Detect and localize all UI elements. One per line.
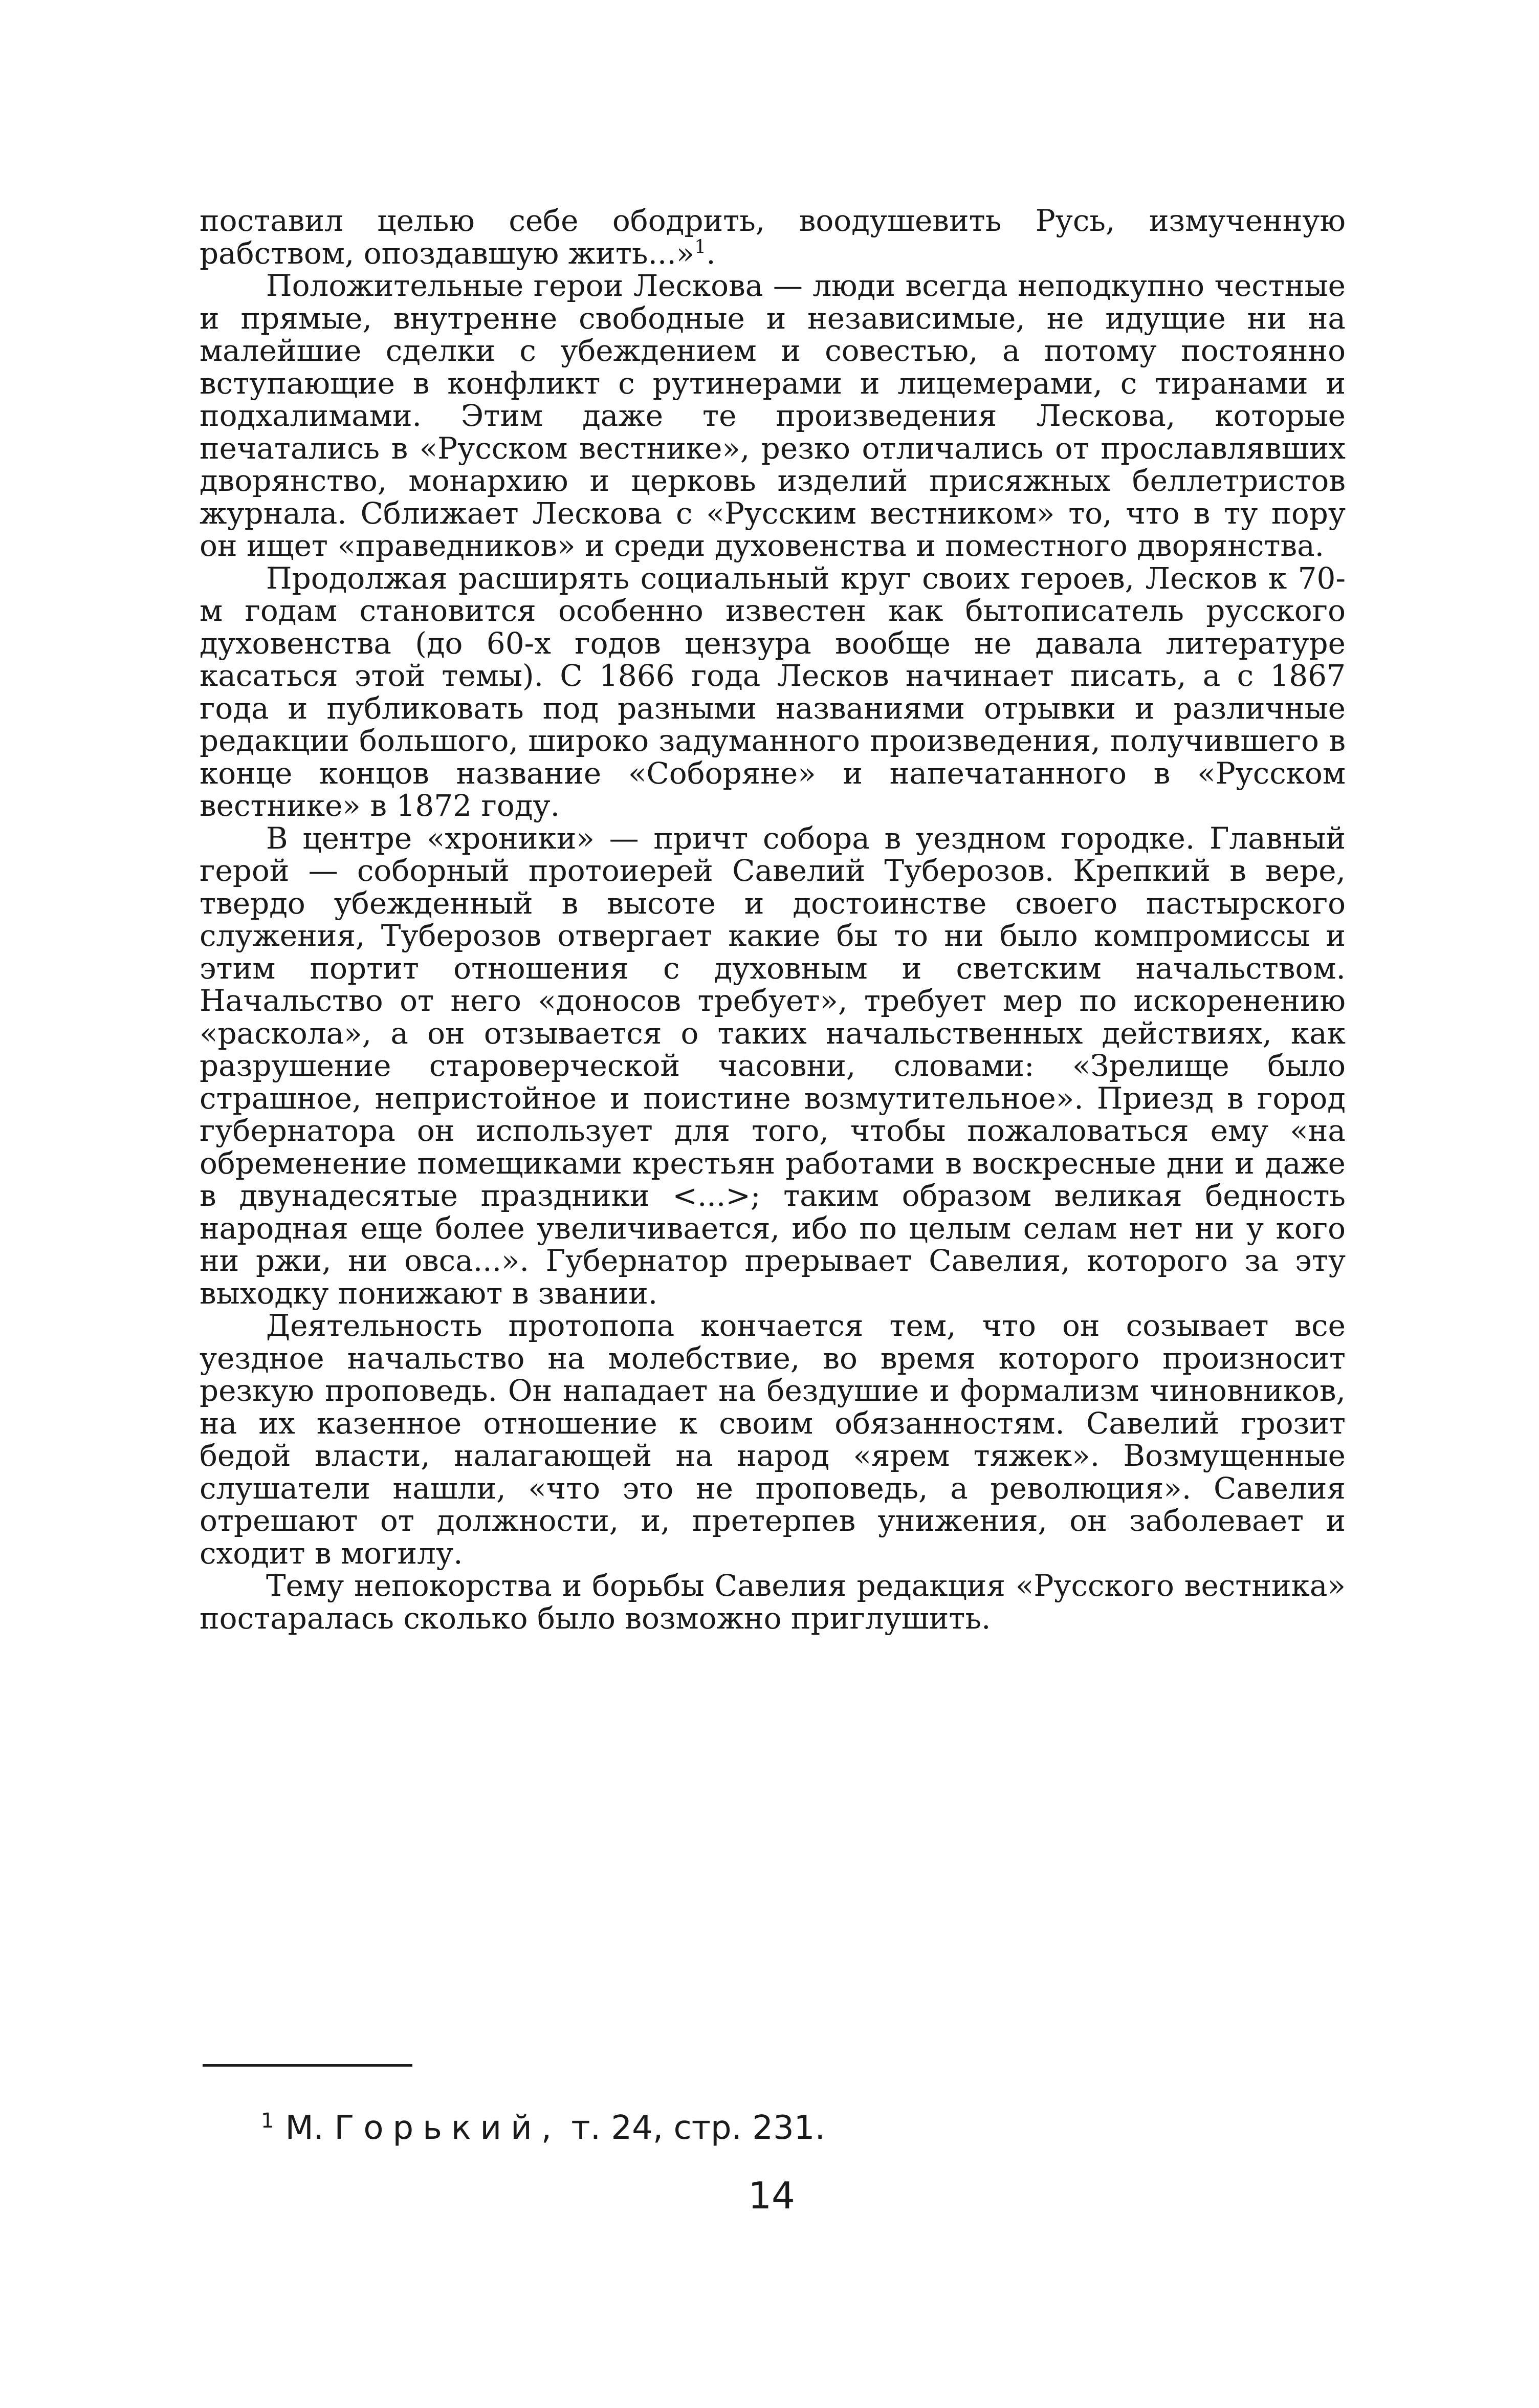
paragraph: Положительные герои Лескова — люди всегда неподкупно честные и прямые, внутренне свободные и независимые, не идущие ни на малейшие сделки с убеждением и совестью, а потому постоянно вступающие в конфликт с рутинерами и лицемерами, с тиранами и подхалимами. Этим даже те произведения Лескова, которые печатались в «Русском вестнике», резко отличались от прославлявших дворянство, монархию и церковь изделий присяжных беллетристов журнала. Сближает Лескова с «Русским вестником» то, что в ту пору он ищет «праведников» и среди духовенства и поместного дворянства. xyxy=(200,268,1346,563)
footnote xyxy=(261,2108,1131,2149)
paragraph: Продолжая расширять социальный круг своих героев, Лесков к 70-м годам становится особенно известен как бытописатель русского духовенства (до 60-х годов цензура вообще не давала литературе касаться этой темы). С 1866 года Лесков начинает писать, а с 1867 года и публиковать под разными названиями отрывки и различные редакции большого, широко задуманного произведения, получившего в конце концов название «Соборяне» и напечатанного в «Русском вестнике» в 1872 году. xyxy=(200,560,1346,823)
paragraph-text: поставил целью себе ободрить, воодушевить Русь, измученную рабством, опоздавшую жить...» xyxy=(200,203,1346,271)
footnote-source: т. 24, стр. 231. xyxy=(571,2109,825,2147)
page-number: 14 xyxy=(748,2174,795,2217)
paragraph: В центре «хроники» — причт собора в уездном городке. Главный герой — соборный протоиерей Савелий Туберозов. Крепкий в вере, твердо убежденный в высоте и достоинстве своего пастырского служения, Туберозов отвергает какие бы то ни было компромиссы и этим портит отношения с духовным и светским начальством. Начальство от него «доносов требует», требует мер по искоренению «раскола», а он отзывается о таких начальственных действиях, как разрушение староверческой часовни, словами: «Зрелище было страшное, непристойное и поистине возмутительное». Приезд в город губернатора он использует для того, чтобы пожаловаться ему «на обременение помещиками крестьян работами в воскресные дни и даже в двунадесятые праздники <...>; таким образом великая бедность народная еще более увеличивается, ибо по целым селам нет ни у кого ни ржи, ни овса...». Губернатор прерывает Савелия, которого за эту выходку понижают в звании. xyxy=(200,820,1346,1311)
paragraph: Тему непокорства и борьбы Савелия редакция «Русского вестника» постаралась сколько было возможно приглушить. xyxy=(200,1568,1346,1636)
footnote-mark: 1 xyxy=(261,2109,274,2133)
paragraph-punctuation: . xyxy=(706,235,716,271)
footnote-author: Горький, xyxy=(334,2109,561,2147)
paragraph: Деятельность протопопа кончается тем, что он созывает все уездное начальство на молебствие, во время которого произносит резкую проповедь. Он нападает на бездушие и формализм чиновников, на их казенное отношение к своим обязанностям. Савелий грозит бедой власти, налагающей на народ «ярем тяжек». Возмущенные слушатели нашли, «что это не проповедь, а революция». Савелия отрешают от должности, и, претерпев унижения, он заболевает и сходит в могилу. xyxy=(200,1308,1346,1571)
main-text xyxy=(200,205,1346,1635)
footnote-divider xyxy=(203,2064,412,2067)
footnote-reference: 1 xyxy=(694,236,707,258)
paragraph-continuation xyxy=(200,205,1346,270)
footnote-initial: М. xyxy=(285,2109,324,2147)
